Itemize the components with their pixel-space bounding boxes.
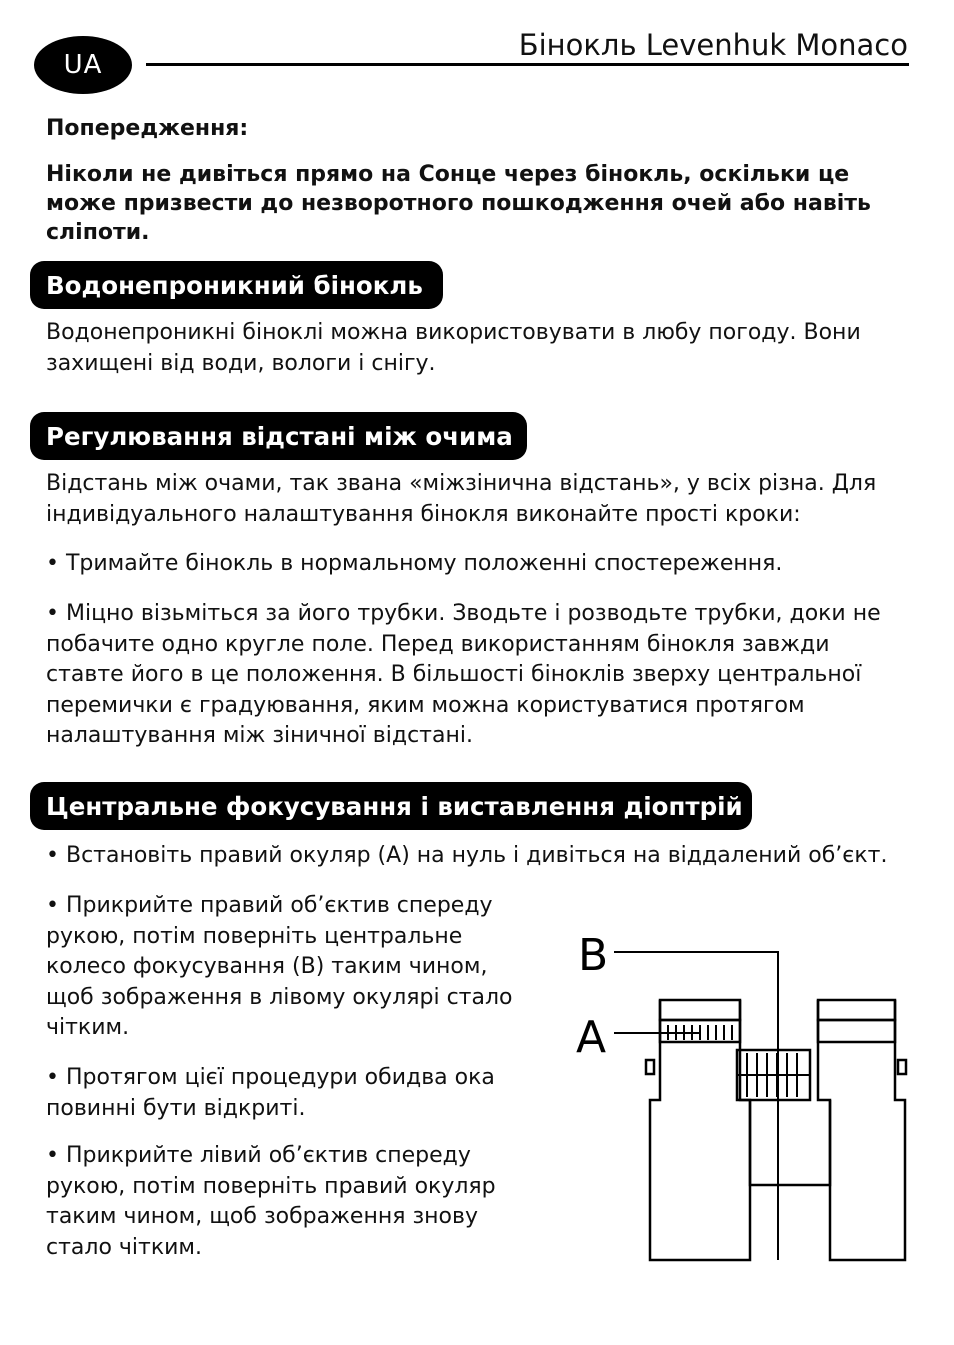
waterproof-paragraph: Водонепроникні біноклі можна використовувати в любу погоду. Вони захищені від води, вологи і снігу. — [46, 320, 861, 376]
leader-line-b — [614, 952, 778, 1260]
left-strap-lug — [646, 1060, 654, 1074]
focusing-step-2: • Прикрийте правий об’єктив спереду рукою, потім поверніть центральне колесо фокусування (B) таким чином, щоб зображення в лівому окулярі стало чітким. — [46, 893, 513, 1040]
warning-title: Попередження: — [46, 116, 249, 141]
right-eyepiece-ring — [818, 1020, 895, 1042]
focusing-step-4: • Прикрийте лівий об’єктив спереду рукою, потім поверніть правий окуляр таким чином, щоб зображення знову стало чітким. — [46, 1143, 496, 1260]
right-strap-lug — [898, 1060, 906, 1074]
interpupillary-step-2: • Міцно візьміться за його трубки. Зводьте і розводьте трубки, доки не побачите одно кругле поле. Перед використанням бінокля завжди ставте його в це положення. В більшості біноклів зверху центральної перемички є градуювання, яким можна користуватися протягом налаштування між зіничної відстані. — [46, 601, 881, 748]
language-badge-text: UA — [63, 50, 103, 80]
language-badge — [34, 36, 132, 94]
section-heading-focusing: Центральне фокусування і виставлення діоптрій — [30, 782, 752, 830]
document-title: Бінокль Levenhuk Monaco — [518, 28, 908, 62]
focusing-step-3: • Протягом цієї процедури обидва ока повинні бути відкриті. — [46, 1065, 495, 1121]
section-heading-waterproof: Водонепроникний бінокль — [30, 261, 443, 309]
interpupillary-step-1: • Тримайте бінокль в нормальному положенні спостереження. — [46, 551, 783, 576]
section-heading-interpupillary: Регулювання відстані між очима — [30, 412, 527, 460]
diagram-label-a: A — [576, 1012, 607, 1063]
interpupillary-intro: Відстань між очами, так звана «міжзінична відстань», у всіх різна. Для індивідуального налаштування бінокля виконайте прості кроки: — [46, 471, 877, 527]
header-divider — [146, 63, 909, 66]
central-hinge — [750, 1100, 830, 1185]
left-eyecup-top — [660, 1000, 740, 1020]
focus-wheel-grooves — [737, 1053, 810, 1097]
focusing-step-1: • Встановіть правий окуляр (A) на нуль і дивіться на віддалений об’єкт. — [46, 843, 888, 868]
warning-text: Ніколи не дивіться прямо на Сонце через бінокль, оскільки це може призвести до незворотного пошкодження очей або навіть сліпоти. — [46, 162, 871, 245]
diagram-label-b: B — [578, 930, 609, 981]
right-eyecup-top — [818, 1000, 895, 1020]
binoculars-diagram — [560, 920, 920, 1270]
